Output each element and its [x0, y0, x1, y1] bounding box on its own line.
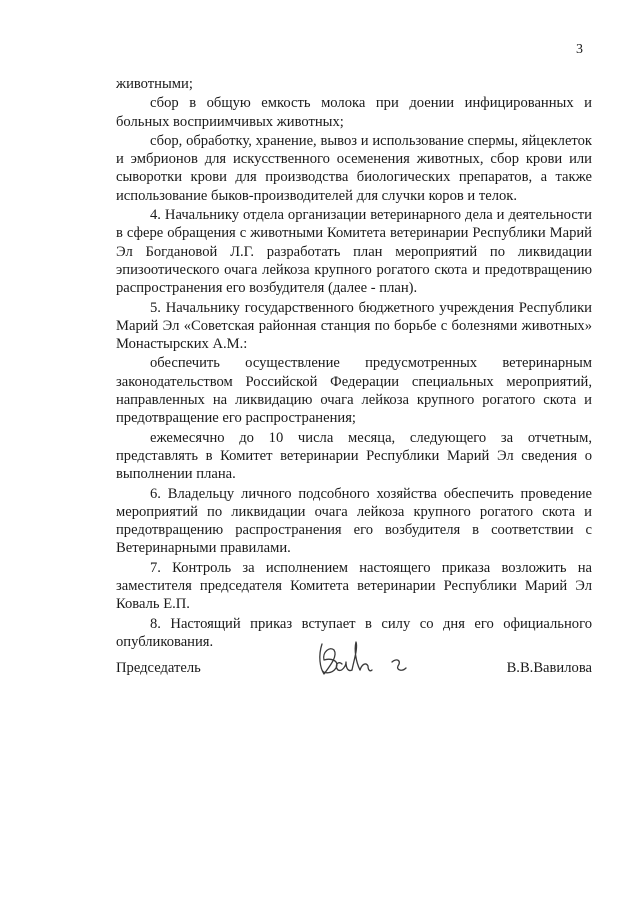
paragraph-1: животными;	[116, 76, 193, 92]
paragraph-2: сбор в общую емкость молока при доении инфицированных и больных восприимчивых животных;	[116, 95, 592, 130]
paragraph-8: 6. Владельцу личного подсобного хозяйства обеспечить проведение мероприятий по ликвидации очага лейкоза крупного рогатого скота и предотвращению распространения его возбудителя в соответствии с Ветеринарными правилами.	[116, 485, 592, 557]
signature-block	[116, 630, 592, 690]
signatory-title: Председатель	[116, 660, 201, 676]
paragraph-7: ежемесячно до 10 числа месяца, следующего за отчетным, представлять в Комитет ветеринарии Республики Марий Эл сведения о выполнении плана.	[116, 429, 592, 483]
paragraph-10: 8. Настоящий приказ вступает в силу со дня его официального опубликования.	[116, 615, 592, 650]
paragraph-4: 4. Начальнику отдела организации ветеринарного дела и деятельности в сфере обращения с животными Комитета ветеринарии Республики Марий Эл Богдановой Л.Г. разработать план мероприятий по ликвидации эпизоотического очага лейкоза крупного рогатого скота и предотвращению распространения его возбудителя (далее - план).	[116, 207, 592, 297]
page-number: 3	[576, 42, 583, 57]
paragraph-6: обеспечить осуществление предусмотренных ветеринарным законодательством Российской Федерации специальных мероприятий, направленных на ликвидацию очага лейкоза крупного рогатого скота и предотвращение его распространения;	[116, 355, 592, 427]
signatory-name: В.В.Вавилова	[506, 660, 592, 676]
handwritten-signature	[308, 630, 418, 682]
paragraph-3: сбор, обработку, хранение, вывоз и использование спермы, яйцеклеток и эмбрионов для искусственного осеменения животных, сбор крови или сыворотки крови для производства биологических препаратов, а также использование быков-производителей для случки коров и телок.	[116, 132, 592, 204]
paragraph-5: 5. Начальнику государственного бюджетного учреждения Республики Марий Эл «Советская районная станция по борьбе с болезнями животных» Монастырских А.М.:	[116, 299, 592, 353]
document-body	[116, 75, 592, 652]
paragraph-9: 7. Контроль за исполнением настоящего приказа возложить на заместителя председателя Комитета ветеринарии Республики Марий Эл Коваль Е.П.	[116, 559, 592, 613]
